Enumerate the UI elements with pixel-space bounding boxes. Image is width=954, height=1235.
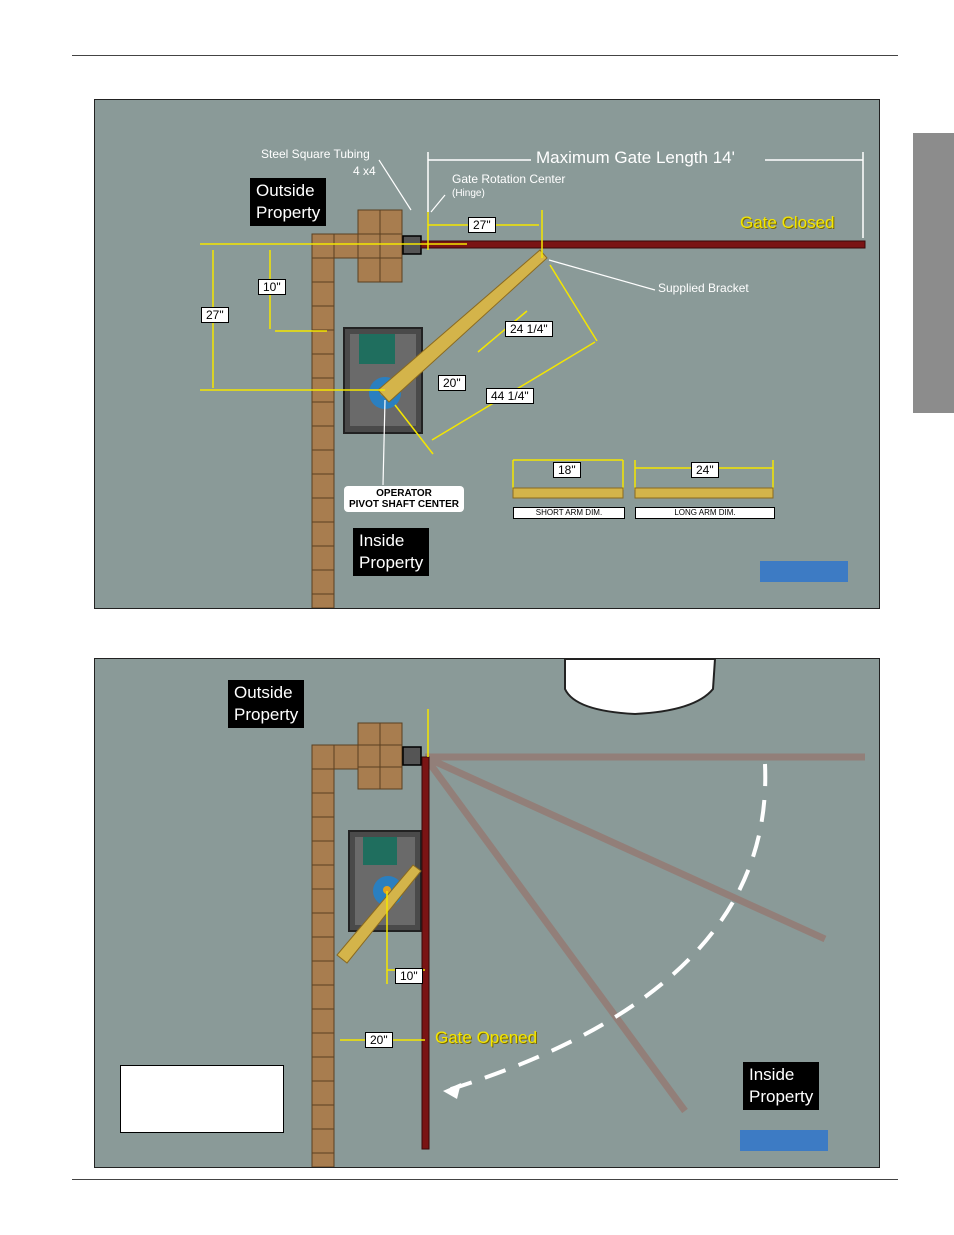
arc-arrowhead <box>443 1083 461 1099</box>
arm-24-dim: 24" <box>691 462 719 478</box>
inside-property-label: Inside Property <box>743 1062 819 1110</box>
long-arm-sample <box>635 488 773 498</box>
brick-wall <box>312 234 334 608</box>
dim-27-left: 27" <box>201 307 229 323</box>
footer-rule <box>72 1179 898 1180</box>
brick-pillar <box>334 210 402 282</box>
car <box>565 659 715 714</box>
gate-bar <box>421 241 865 248</box>
header-rule <box>72 55 898 56</box>
blue-tag <box>740 1130 828 1151</box>
supplied-bracket-label: Supplied Bracket <box>658 281 749 295</box>
steel-tubing <box>403 747 421 765</box>
dim-20: 20" <box>365 1032 393 1048</box>
outside-property-label: Outside Property <box>228 680 304 728</box>
ghost-gates <box>425 757 865 1111</box>
short-arm-label: SHORT ARM DIM. <box>513 507 625 519</box>
steel-tubing <box>403 236 421 254</box>
blue-tag <box>760 561 848 582</box>
max-gate-length: Maximum Gate Length 14' <box>532 148 739 168</box>
short-arm-sample <box>513 488 623 498</box>
dim-10: 10" <box>395 968 423 984</box>
dimension-lines <box>200 210 773 490</box>
dim-27-top: 27" <box>468 217 496 233</box>
brick-wall <box>312 745 334 1167</box>
pivot-shaft-label <box>344 486 464 512</box>
brick-pillar <box>334 723 402 789</box>
dim-20: 20" <box>438 375 466 391</box>
pivot-line-1: OPERATOR <box>376 488 432 499</box>
dim-10: 10" <box>258 279 286 295</box>
gate-opened-diagram <box>94 658 880 1168</box>
long-arm-label: LONG ARM DIM. <box>635 507 775 519</box>
gate-bar <box>422 757 429 1149</box>
gate-opened-label: Gate Opened <box>435 1028 538 1047</box>
dim-44-quarter: 44 1/4" <box>486 388 534 404</box>
steel-tubing-label: Steel Square Tubing <box>261 147 370 161</box>
steel-tubing-size: 4 x4 <box>353 164 376 178</box>
blank-note-box <box>120 1065 284 1133</box>
side-tab <box>913 133 954 413</box>
inside-property-label: Inside Property <box>353 528 429 576</box>
pivot-line-2: PIVOT SHAFT CENTER <box>348 499 459 510</box>
gate-closed-label: Gate Closed <box>740 213 835 232</box>
arm-18-dim: 18" <box>553 462 581 478</box>
gate-closed-diagram <box>94 99 880 609</box>
dim-24-quarter: 24 1/4" <box>505 321 553 337</box>
rotation-center-label: Gate Rotation Center <box>452 172 566 186</box>
hinge-label: (Hinge) <box>452 188 485 199</box>
outside-property-label: Outside Property <box>250 178 326 226</box>
